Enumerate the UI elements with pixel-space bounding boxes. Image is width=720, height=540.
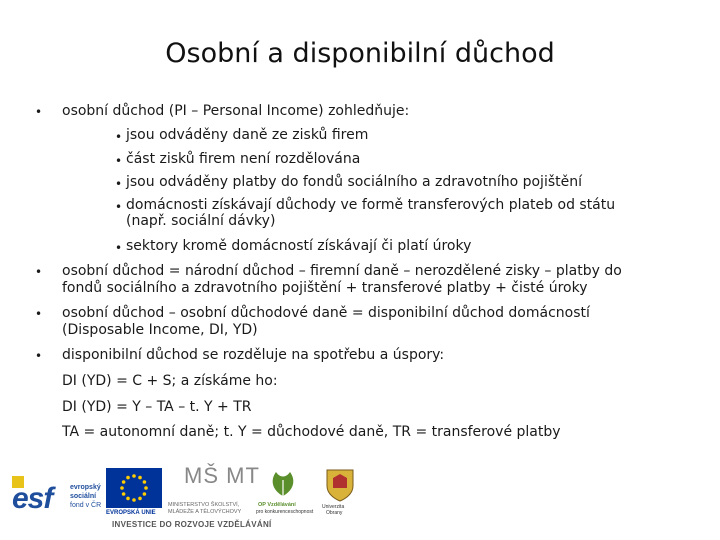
formula-2: DI (YD) = Y – TA – t. Y + TR: [62, 399, 252, 415]
op-leaf-icon: [268, 470, 298, 498]
sub-bullet-taxes: jsou odváděny daně ze zisků firem: [126, 127, 369, 143]
bullet-equation: osobní důchod = národní důchod – firemní daně – nerozdělené zisky – platby do: [62, 263, 622, 279]
bullet-marker: •: [35, 265, 43, 279]
sub-bullet-marker: •: [115, 241, 123, 255]
bullet-marker: •: [35, 349, 43, 363]
slide-title: Osobní a disponibilní důchod: [165, 38, 555, 69]
sub-bullet-marker: •: [115, 154, 123, 168]
esf-logo-text: esf: [12, 482, 53, 515]
esf-text: sociální: [70, 493, 97, 500]
op-text: pro konkurenceschopnost: [256, 509, 314, 515]
university-logo: [320, 468, 360, 520]
bullet-marker: •: [35, 105, 43, 119]
bullet-marker: •: [35, 307, 43, 321]
bullet-personal-income: osobní důchod (PI – Personal Income) zohledňuje:: [62, 103, 410, 119]
formula-legend: TA = autonomní daně; t. Y = důchodové daně, TR = transferové platby: [62, 424, 561, 440]
formula-1: DI (YD) = C + S; a získáme ho:: [62, 373, 278, 389]
sub-bullet-marker: •: [115, 130, 123, 144]
esf-text: fond v ČR: [70, 502, 102, 509]
bullet-disposable: osobní důchod – osobní důchodové daně = disponibilní důchod domácností: [62, 305, 590, 321]
sub-bullet-interest: sektory kromě domácností získávají či platí úroky: [126, 238, 472, 254]
op-logo: [254, 468, 314, 520]
op-text: OP Vzdělávání: [258, 502, 296, 508]
university-text: Univerzita: [322, 504, 345, 510]
eu-logo: [106, 468, 162, 520]
shield-icon: [325, 468, 355, 502]
footer-logos: [0, 460, 720, 540]
esf-text: evropský: [70, 484, 101, 491]
sub-bullet-transfers: domácnosti získávají důchody ve formě transferových plateb od státu: [126, 197, 616, 213]
msmt-logo: [168, 463, 260, 522]
bullet-equation-cont: fondů sociálního a zdravotního pojištění + transferové platby + čisté úroky: [62, 280, 588, 296]
msmt-logo-text: MŠ MT: [184, 463, 260, 488]
investice-tagline: INVESTICE DO ROZVOJE VZDĚLÁVÁNÍ: [112, 520, 272, 529]
esf-logo: [10, 470, 100, 518]
university-text: Obrany: [326, 510, 343, 516]
eu-label: EVROPSKÁ UNIE: [106, 510, 156, 516]
bullet-disposable-cont: (Disposable Income, DI, YD): [62, 322, 258, 338]
sub-bullet-transfers-cont: (např. sociální dávky): [126, 213, 276, 229]
sub-bullet-marker: •: [115, 200, 123, 214]
sub-bullet-profits: část zisků firem není rozdělována: [126, 151, 361, 167]
eu-flag-icon: [106, 468, 162, 508]
sub-bullet-insurance: jsou odváděny platby do fondů sociálního a zdravotního pojištění: [126, 174, 582, 190]
bullet-consumption: disponibilní důchod se rozděluje na spotřebu a úspory:: [62, 347, 445, 363]
sub-bullet-marker: •: [115, 177, 123, 191]
msmt-text: MLÁDEŽE A TĚLOVÝCHOVY: [168, 509, 242, 515]
msmt-text: MINISTERSTVO ŠKOLSTVÍ,: [168, 502, 240, 508]
